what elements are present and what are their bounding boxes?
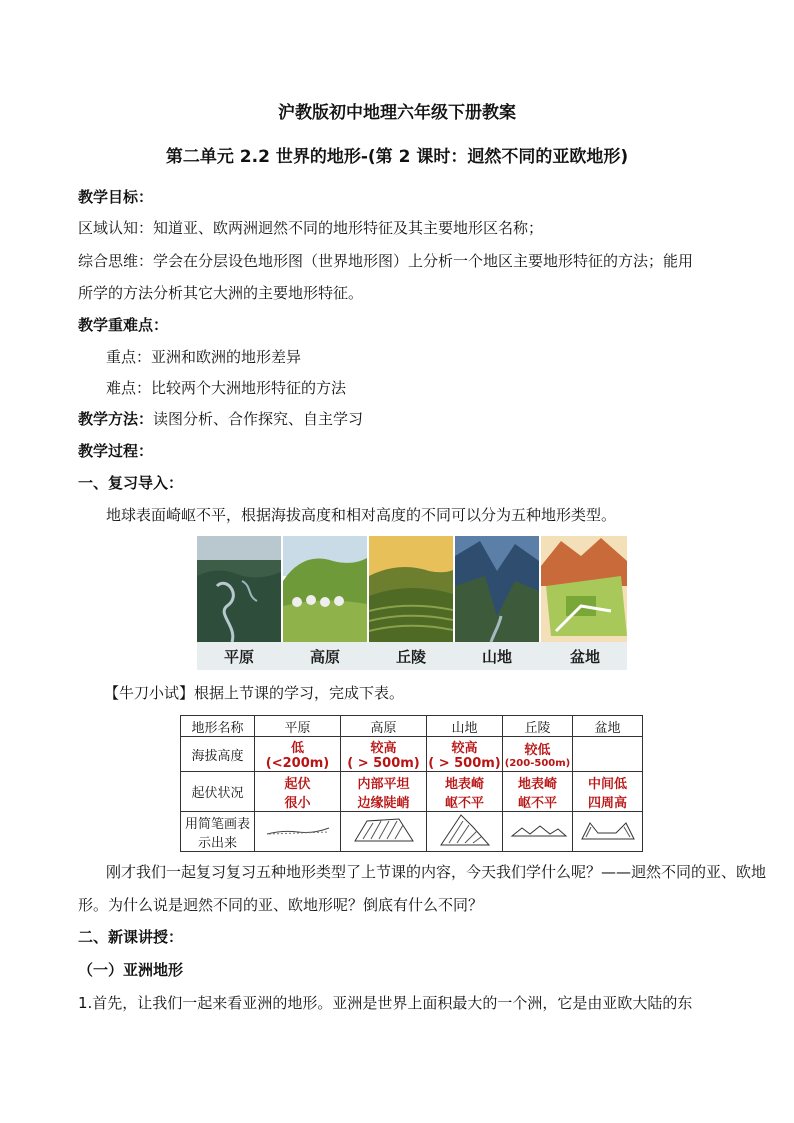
process-heading: 教学过程： [78, 442, 154, 460]
mountain-label: 山地 [481, 648, 512, 666]
plateau-photo [283, 536, 367, 642]
table-header-row [181, 716, 643, 737]
row-label: 海拔高度 [181, 737, 255, 772]
key-point: 重点：亚洲和欧洲的地形差异 [106, 348, 302, 366]
goal-thinking-line2: 所学的方法分析其它大洲的主要地形特征。 [78, 284, 364, 302]
method-label: 教学方法： [78, 410, 154, 428]
altitude-cell: 较高 ( > 500m) [427, 737, 503, 772]
hills-photo [369, 536, 453, 642]
goals-heading: 教学目标： [78, 188, 154, 206]
altitude-cell: 较低 (200-500m) [503, 737, 573, 772]
landform-photo-strip [197, 536, 627, 670]
document-title: 沪教版初中地理六年级下册教案 [278, 103, 516, 123]
plain-photo [197, 536, 281, 642]
difficult-point: 难点：比较两个大洲地形特征的方法 [106, 379, 347, 397]
altitude-cell: 低 (<200m) [255, 737, 341, 772]
basin-sketch [573, 812, 643, 852]
goal-thinking-line1: 综合思维：学会在分层设色地形图（世界地形图）上分析一个地区主要地形特征的方法；能用 [78, 252, 694, 270]
mountain-sketch [427, 812, 503, 852]
altitude-cell [573, 737, 643, 772]
asia-paragraph: 1.首先，让我们一起来看亚洲的地形。亚洲是世界上面积最大的一个洲，它是由亚欧大陆的东 [78, 994, 693, 1012]
sketch-row [181, 812, 643, 852]
header-cell: 山地 [427, 716, 503, 737]
subsection-asia-landform: （一）亚洲地形 [78, 961, 184, 979]
altitude-cell: 较高 ( > 500m) [341, 737, 427, 772]
method-text: 读图分析、合作探究、自主学习 [153, 410, 364, 428]
relief-cell: 内部平坦 边缘陡峭 [341, 772, 427, 812]
plain-label: 平原 [223, 648, 254, 666]
method-line [78, 409, 363, 429]
basin-label: 盆地 [569, 648, 600, 666]
section-new-lesson: 二、新课讲授： [78, 928, 184, 946]
plateau-sketch [341, 812, 427, 852]
plateau-label: 高原 [309, 648, 340, 666]
transition-line2: 形。为什么说是迥然不同的亚、欧地形呢？倒底有什么不同？ [78, 896, 484, 914]
header-cell: 丘陵 [503, 716, 573, 737]
key-heading: 教学重难点： [78, 316, 169, 334]
hills-sketch [503, 812, 573, 852]
altitude-row [181, 737, 643, 772]
relief-row [181, 772, 643, 812]
relief-cell: 起伏 很小 [255, 772, 341, 812]
section-review: 一、复习导入： [78, 474, 184, 492]
lesson-subtitle: 第二单元 2.2 世界的地形-(第 2 课时：迥然不同的亚欧地形) [165, 147, 629, 167]
goal-regional: 区域认知：知道亚、欧两洲迥然不同的地形特征及其主要地形区名称； [78, 219, 544, 237]
hills-label: 丘陵 [395, 648, 426, 666]
relief-cell: 中间低 四周高 [573, 772, 643, 812]
header-cell: 高原 [341, 716, 427, 737]
exercise-prompt: 【牛刀小试】根据上节课的学习，完成下表。 [104, 684, 405, 702]
intro-paragraph: 地球表面崎岖不平，根据海拔高度和相对高度的不同可以分为五种地形类型。 [106, 506, 617, 524]
header-cell: 盆地 [573, 716, 643, 737]
relief-cell: 地表崎 岖不平 [503, 772, 573, 812]
row-label: 起伏状况 [181, 772, 255, 812]
header-cell: 平原 [255, 716, 341, 737]
basin-photo [541, 536, 627, 642]
transition-line1: 刚才我们一起复习复习五种地形类型了上节课的内容，今天我们学什么呢？——迥然不同的亚、欧地 [106, 863, 767, 881]
relief-cell: 地表崎 岖不平 [427, 772, 503, 812]
landform-table [180, 715, 643, 852]
mountain-photo [455, 536, 539, 642]
row-label: 用简笔画表 示出来 [181, 812, 255, 852]
plain-sketch [255, 812, 341, 852]
header-cell: 地形名称 [181, 716, 255, 737]
